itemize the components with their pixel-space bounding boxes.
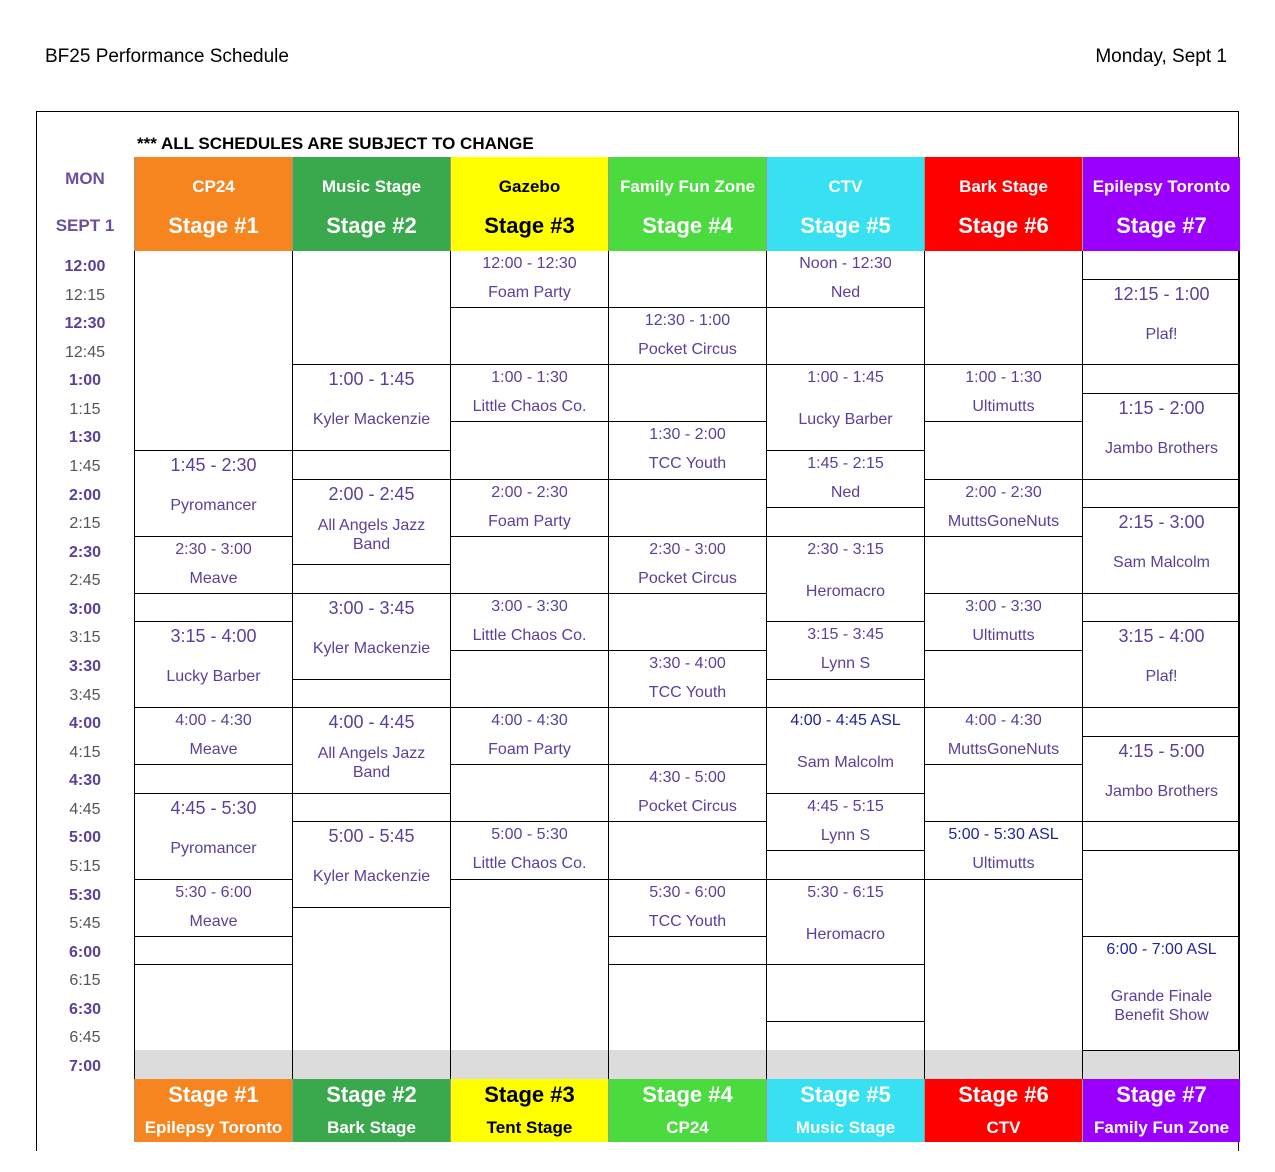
performance-slot: [135, 708, 292, 765]
bottom-stage-header-7: Stage #7: [1082, 1079, 1240, 1110]
time-label: 5:15: [69, 857, 101, 875]
performance-slot: [1083, 737, 1240, 823]
bottom-sponsor-header-3: Tent Stage: [450, 1110, 608, 1142]
slot-divider: [135, 964, 292, 965]
performance-slot: [135, 451, 292, 537]
slot-time: 5:00 - 5:45: [328, 826, 415, 847]
performance-slot: [609, 537, 766, 594]
time-label: 12:00: [64, 258, 106, 275]
slot-time: 3:15 - 3:45: [807, 626, 884, 644]
slot-time: 2:00 - 2:45: [328, 483, 415, 504]
top-sponsor-header-3: Gazebo: [450, 157, 608, 201]
slot-time: 1:00 - 1:30: [965, 369, 1042, 387]
time-label: 5:00: [68, 829, 102, 847]
slot-time: 6:00 - 7:00 ASL: [1106, 940, 1217, 958]
performance-slot: [609, 765, 766, 822]
time-label: 2:30: [68, 543, 102, 561]
bottom-stage-header-3: Stage #3: [450, 1079, 608, 1110]
top-stage-header-5: Stage #5: [766, 201, 924, 251]
performance-slot: [767, 451, 924, 508]
top-sponsor-header-5: CTV: [766, 157, 924, 201]
slot-performer: Pocket Circus: [638, 569, 737, 587]
slot-performer: Little Chaos Co.: [472, 855, 587, 873]
schedule-notice: *** ALL SCHEDULES ARE SUBJECT TO CHANGE: [137, 134, 534, 153]
slot-time: 2:00 - 2:30: [491, 483, 568, 501]
slot-time: 3:00 - 3:30: [965, 597, 1042, 615]
performance-slot: [135, 537, 292, 594]
time-label: 4:15: [69, 743, 101, 761]
performance-slot: [293, 594, 450, 680]
stage-column-6: [924, 251, 1082, 1079]
time-label: 3:15: [69, 629, 101, 647]
slot-divider: [767, 707, 924, 708]
day-short-label: MON: [65, 169, 105, 188]
slot-time: 2:15 - 3:00: [1118, 512, 1205, 533]
slot-performer: Kyler Mackenzie: [312, 868, 431, 886]
time-label: 4:30: [68, 772, 102, 790]
slot-performer: Jambo Brothers: [1105, 782, 1218, 800]
time-label: 1:45: [69, 457, 101, 475]
performance-slot: [925, 822, 1082, 879]
slot-performer: MuttsGoneNuts: [947, 512, 1060, 530]
time-label: 4:45: [69, 800, 101, 818]
slot-performer: Foam Party: [488, 512, 571, 530]
time-label: 6:15: [69, 972, 101, 990]
slot-performer: MuttsGoneNuts: [947, 741, 1060, 759]
slot-time: 1:45 - 2:15: [807, 454, 884, 472]
slot-time: 5:30 - 6:00: [649, 883, 726, 901]
performance-slot: [135, 880, 292, 937]
schedule-grid: [134, 251, 1239, 1079]
slot-performer: Little Chaos Co.: [472, 398, 587, 416]
slot-performer: All Angels Jazz Band: [317, 516, 426, 553]
time-label: 4:00: [68, 715, 102, 733]
slot-performer: Foam Party: [488, 741, 571, 759]
slot-performer: Heromacro: [805, 582, 886, 600]
bottom-stage-header-6: Stage #6: [924, 1079, 1082, 1110]
time-label: 12:15: [64, 286, 106, 304]
slot-time: 3:30 - 4:00: [649, 654, 726, 672]
top-sponsor-header-2: Music Stage: [292, 157, 450, 201]
time-label: 1:30: [68, 429, 102, 447]
performance-slot: [767, 251, 924, 308]
slot-performer: Meave: [189, 741, 238, 759]
stage-header-row: [134, 201, 1240, 251]
slot-performer: Meave: [189, 569, 238, 587]
performance-slot: [135, 622, 292, 708]
bottom-stage-header-1: Stage #1: [134, 1079, 292, 1110]
document-date: Monday, Sept 1: [1095, 46, 1227, 67]
top-sponsor-header-7: Epilepsy Toronto: [1082, 157, 1240, 201]
performance-slot: [767, 708, 924, 794]
slot-time: 4:00 - 4:45: [328, 712, 415, 733]
bottom-stage-header-2: Stage #2: [292, 1079, 450, 1110]
time-label: 6:45: [69, 1029, 101, 1047]
slot-performer: Lucky Barber: [798, 411, 893, 429]
slot-performer: Kyler Mackenzie: [312, 411, 431, 429]
slot-performer: Kyler Mackenzie: [312, 639, 431, 657]
slot-performer: Ultimutts: [972, 398, 1035, 416]
performance-slot: [451, 480, 608, 537]
time-label: 2:00: [68, 486, 102, 504]
performance-slot: [293, 708, 450, 794]
slot-time: 3:00 - 3:30: [491, 597, 568, 615]
bottom-sponsor-header-4: CP24: [608, 1110, 766, 1142]
time-label: 7:00: [68, 1057, 102, 1075]
slot-time: 3:15 - 4:00: [1118, 626, 1205, 647]
slot-performer: Ned: [830, 483, 861, 501]
bottom-stage-row: [134, 1079, 1240, 1110]
slot-performer: TCC Youth: [648, 683, 727, 701]
document-title: BF25 Performance Schedule: [45, 46, 289, 67]
bottom-sponsor-header-2: Bark Stage: [292, 1110, 450, 1142]
performance-slot: [767, 622, 924, 679]
slot-time: 5:30 - 6:15: [807, 883, 884, 901]
time-label: 3:30: [68, 657, 102, 675]
slot-performer: Pocket Circus: [638, 798, 737, 816]
slot-performer: Plaf!: [1145, 325, 1178, 343]
slot-performer: Lynn S: [820, 655, 871, 673]
performance-slot: [767, 794, 924, 851]
grid-right-edge: [1239, 251, 1240, 1079]
slot-performer: Heromacro: [805, 925, 886, 943]
slot-performer: Little Chaos Co.: [472, 626, 587, 644]
performance-slot: [609, 308, 766, 365]
slot-time: 5:00 - 5:30: [491, 826, 568, 844]
slot-performer: Meave: [189, 912, 238, 930]
slot-time: 4:45 - 5:15: [807, 797, 884, 815]
stage-column-2: [292, 251, 450, 1079]
slot-time: 4:30 - 5:00: [649, 769, 726, 787]
slot-performer: TCC Youth: [648, 912, 727, 930]
performance-slot: [925, 480, 1082, 537]
performance-slot: [925, 594, 1082, 651]
performance-slot: [1083, 394, 1240, 480]
performance-slot: [767, 537, 924, 623]
slot-time: 1:30 - 2:00: [649, 426, 726, 444]
slot-time: 2:30 - 3:00: [175, 540, 252, 558]
performance-slot: [293, 480, 450, 566]
slot-performer: Grande Finale Benefit Show: [1110, 987, 1213, 1024]
stage-column-1: [134, 251, 292, 1079]
performance-slot: [925, 708, 1082, 765]
slot-time: 1:45 - 2:30: [170, 454, 257, 475]
slot-performer: All Angels Jazz Band: [317, 745, 426, 782]
slot-divider: [767, 850, 924, 851]
time-label: 5:30: [68, 886, 102, 904]
performance-slot: [451, 365, 608, 422]
slot-performer: Pyromancer: [170, 839, 257, 857]
top-sponsor-header-6: Bark Stage: [924, 157, 1082, 201]
time-label: 3:45: [69, 686, 101, 704]
slot-time: 4:45 - 5:30: [170, 797, 257, 818]
performance-slot: [293, 365, 450, 451]
slot-performer: Jambo Brothers: [1105, 439, 1218, 457]
bottom-sponsor-header-6: CTV: [924, 1110, 1082, 1142]
slot-time: 4:15 - 5:00: [1118, 740, 1205, 761]
performance-slot: [451, 708, 608, 765]
slot-performer: Ultimutts: [972, 626, 1035, 644]
performance-slot: [609, 651, 766, 708]
slot-time: 12:00 - 12:30: [482, 255, 577, 272]
performance-slot: [1083, 280, 1240, 366]
stage-column-3: [450, 251, 608, 1079]
time-label: 1:00: [68, 372, 102, 390]
slot-performer: Sam Malcolm: [1113, 554, 1210, 572]
stage-column-4: [608, 251, 766, 1079]
slot-time: 3:15 - 4:00: [170, 626, 257, 647]
slot-time: 4:00 - 4:30: [491, 712, 568, 730]
bottom-stage-header-4: Stage #4: [608, 1079, 766, 1110]
performance-slot: [925, 365, 1082, 422]
bottom-stage-header-5: Stage #5: [766, 1079, 924, 1110]
slot-time: 4:00 - 4:30: [965, 712, 1042, 730]
slot-time: 5:00 - 5:30 ASL: [948, 826, 1059, 844]
slot-time: 12:30 - 1:00: [644, 312, 731, 330]
time-label: 1:15: [69, 400, 101, 418]
time-label: 12:30: [64, 315, 106, 333]
time-label: 5:45: [69, 915, 101, 933]
slot-time: 1:15 - 2:00: [1118, 397, 1205, 418]
slot-time: 4:00 - 4:45 ASL: [790, 712, 901, 730]
slot-divider: [1083, 850, 1240, 851]
slot-performer: Sam Malcolm: [797, 754, 894, 772]
performance-slot: [609, 422, 766, 479]
slot-performer: Ned: [830, 284, 861, 301]
slot-performer: TCC Youth: [648, 455, 727, 473]
top-sponsor-header-1: CP24: [134, 157, 292, 201]
slot-performer: Ultimutts: [972, 855, 1035, 873]
slot-performer: Lynn S: [820, 826, 871, 844]
slot-performer: Lucky Barber: [166, 668, 261, 686]
performance-slot: [451, 594, 608, 651]
time-label: 12:45: [64, 343, 106, 361]
sponsor-header-row: [134, 157, 1240, 201]
slot-time: 12:15 - 1:00: [1113, 283, 1210, 304]
slot-performer: Foam Party: [488, 284, 571, 301]
top-stage-header-1: Stage #1: [134, 201, 292, 251]
slot-performer: Pocket Circus: [638, 341, 737, 359]
slot-time: 2:30 - 3:00: [649, 540, 726, 558]
top-stage-header-4: Stage #4: [608, 201, 766, 251]
slot-divider: [767, 1021, 924, 1022]
performance-slot: [609, 880, 766, 937]
bottom-sponsor-header-1: Epilepsy Toronto: [134, 1110, 292, 1142]
bottom-sponsor-header-5: Music Stage: [766, 1110, 924, 1142]
bottom-sponsor-header-7: Family Fun Zone: [1082, 1110, 1240, 1142]
slot-performer: Pyromancer: [170, 496, 257, 514]
slot-performer: Plaf!: [1145, 668, 1178, 686]
slot-time: 1:00 - 1:45: [328, 369, 415, 390]
top-stage-header-3: Stage #3: [450, 201, 608, 251]
slot-time: Noon - 12:30: [799, 255, 892, 272]
slot-time: 1:00 - 1:45: [807, 369, 884, 387]
bottom-sponsor-row: [134, 1110, 1240, 1142]
time-label: 6:00: [68, 943, 102, 961]
performance-slot: [135, 794, 292, 880]
performance-slot: [767, 365, 924, 451]
stage-column-7: [1082, 251, 1240, 1079]
slot-time: 1:00 - 1:30: [491, 369, 568, 387]
performance-slot: [451, 822, 608, 879]
performance-slot: [293, 822, 450, 908]
slot-divider: [1083, 279, 1240, 280]
top-stage-header-7: Stage #7: [1082, 201, 1240, 251]
top-sponsor-header-4: Family Fun Zone: [608, 157, 766, 201]
top-stage-header-6: Stage #6: [924, 201, 1082, 251]
performance-slot: [451, 251, 608, 308]
slot-time: 2:30 - 3:15: [807, 540, 884, 558]
slot-time: 2:00 - 2:30: [965, 483, 1042, 501]
time-label: 2:45: [69, 572, 101, 590]
stage-column-5: [766, 251, 924, 1079]
slot-time: 3:00 - 3:45: [328, 597, 415, 618]
slot-divider: [609, 964, 766, 965]
performance-slot: [1083, 508, 1240, 594]
slot-divider: [767, 536, 924, 537]
time-label: 6:30: [68, 1000, 102, 1018]
time-label: 3:00: [68, 600, 102, 618]
time-label: 2:15: [69, 515, 101, 533]
performance-slot: [1083, 937, 1240, 1051]
top-stage-header-2: Stage #2: [292, 201, 450, 251]
day-date-label: SEPT 1: [55, 216, 115, 235]
slot-time: 4:00 - 4:30: [175, 712, 252, 730]
performance-slot: [767, 880, 924, 966]
performance-slot: [1083, 622, 1240, 708]
slot-time: 5:30 - 6:00: [175, 883, 252, 901]
